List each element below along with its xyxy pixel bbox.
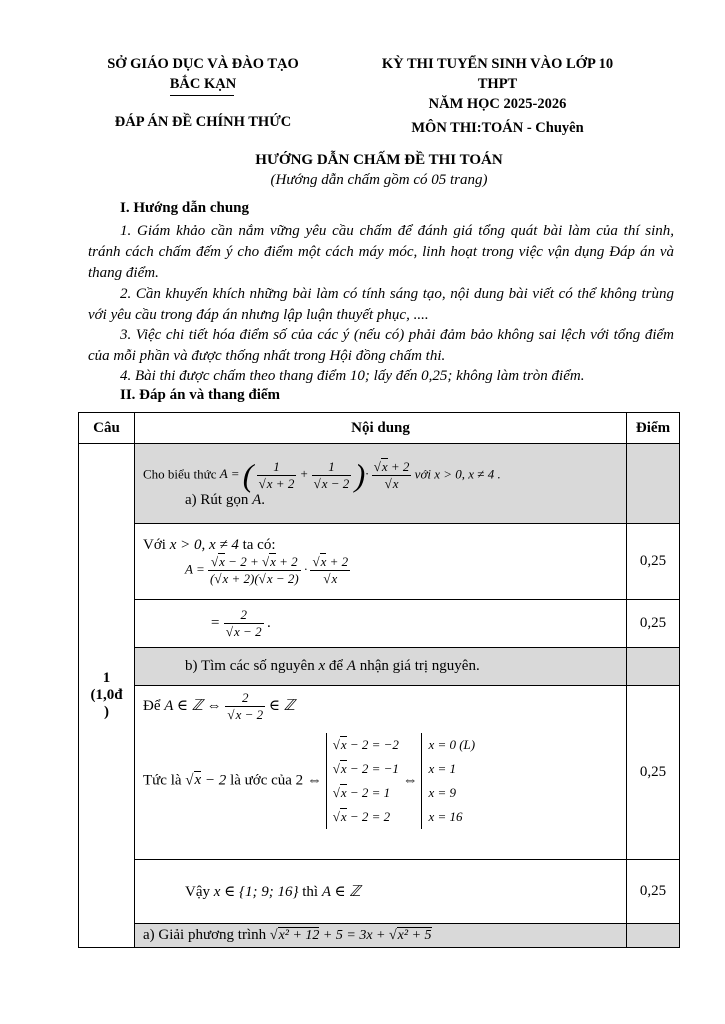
conclusion-tail: thì [302,884,319,900]
col-header-question: Câu [79,413,135,444]
step-condition: x > 0, x ≠ 4 [169,536,239,553]
col-header-content: Nội dung [135,413,627,444]
step-tail: ta có: [242,536,276,553]
province-name: BẮC KẠN [169,76,237,92]
table-row [79,686,680,860]
step-divisor: Để A ∈ ℤ ⇔ $\frac{2}{√x - 2}$ ∈ ℤ Tức là √x − 2 là ước của 2 ⇔ √x − 2 = −2 √x − 2 = −1 √x − 2 = 1 √x − 2 = 2 ⇔ x = 0 (L) x = 1 x = 9 x = 16 [135,686,627,860]
table-header-row [79,413,680,444]
official-answer-label: ĐÁP ÁN ĐỀ CHÍNH THỨC [114,114,292,130]
score-empty [627,648,680,686]
score-cell: 0,25 [627,600,680,648]
header-rule [170,95,234,96]
part-a-label: a) Rút gọn [185,491,249,508]
section-heading-general: I. Hướng dẫn chung [120,200,250,216]
school-year: NĂM HỌC 2025-2026 [428,96,567,112]
step-lead: Với [143,536,166,553]
question-points: (1,0đ [90,687,123,703]
next-question-label: a) Giải phương trình [143,927,267,943]
part-b-mid: để [328,658,344,674]
conclusion-lead: Vậy [185,884,210,900]
step-simplify [135,524,627,600]
divisor-line-tail: là ước của 2 [230,772,304,789]
guideline-2: 2. Cần khuyến khích những bài làm có tính sáng tạo, nội dung bài viết có thể không trùng với yêu cầu trong đáp án nhưng lập luận thuyết phục, .... [88,286,674,323]
case-list-x: x = 0 (L) x = 1 x = 9 x = 16 [421,733,475,829]
exam-header [345,54,650,138]
problem-condition: với x > 0, x ≠ 4 . [414,465,501,481]
part-b-tail: nhận giá trị nguyên. [359,658,480,674]
subject-name: MÔN THI:TOÁN - Chuyên [411,120,584,136]
step-result: = $\frac{2}{√x - 2}$ . [135,600,627,648]
divisor-line: Tức là [143,772,182,789]
table-row [79,860,680,924]
page-subtitle: (Hướng dẫn chấm gồm có 05 trang) [270,172,488,188]
table-row [79,924,680,948]
section-heading-answers: II. Đáp án và thang điểm [120,387,281,403]
problem-intro: Cho biểu thức [143,465,217,481]
guideline-4: 4. Bài thi được chấm theo thang điểm 10; lấy đến 0,25; không làm tròn điểm. [120,368,585,384]
guideline-3: 3. Việc chi tiết hóa điểm số của các ý (nếu có) phải đảm bảo không sai lệch với tổng điểm của mỗi phần và được thống nhất trong Hội đồng chấm thi. [88,327,674,364]
step-conclusion: Vậy x ∈ {1; 9; 16} thì A ∈ ℤ [135,860,627,924]
score-cell: 0,25 [627,860,680,924]
dept-header [78,54,328,94]
table-row [79,600,680,648]
table-row [79,648,680,686]
col-header-score: Điểm [627,413,680,444]
case-list-roots: √x − 2 = −2 √x − 2 = −1 √x − 2 = 1 √x − 2 = 2 [326,733,399,829]
expression-A: A = ( $\frac{1}{√x + 2}$ + $\frac{1}{√x - 2}$ )· $\frac{√x + 2}{√x}$ [219,457,410,493]
problem-statement: Cho biểu thức A = ( $\frac{1}{√x + 2}$ + $\frac{1}{√x - 2}$ )· $\frac{√x + 2}{√x}$ với x > 0, x ≠ 4 . a) Rút gọn A. [135,444,627,524]
divisor-lead: Để [143,697,161,714]
question-points-close: ) [104,704,109,720]
question-number: 1 [102,670,111,686]
score-empty [627,924,680,948]
part-a-var: A [252,491,262,508]
exam-name: KỲ THI TUYỂN SINH VÀO LỚP 10 [381,56,614,72]
part-b-statement: b) Tìm các số nguyên x để A nhận giá trị nguyên. [135,648,627,686]
table-row [79,444,680,524]
table-row [79,524,680,600]
score-cell: 0,25 [627,524,680,600]
step-equation: A = $\frac{√x - 2 + √x + 2}{(√x + 2)(√x - 2)}$ · $\frac{√x + 2}{√x}$ [185,553,349,586]
answer-table [78,412,680,948]
page-title: HƯỚNG DẪN CHẤM ĐỀ THI TOÁN [255,152,503,168]
part-b-label: b) Tìm các số nguyên [185,658,315,674]
dept-name: SỞ GIÁO DỤC VÀ ĐÀO TẠO [107,56,299,72]
guideline-1: 1. Giám khảo cần nắm vững yêu cầu chấm để đánh giá tổng quát bài làm của thí sinh, tránh cách chấm đếm ý cho điểm một cách máy móc, linh hoạt trong việc vận dụng Đáp án và thang điểm. [88,223,674,281]
conclusion-set: x ∈ {1; 9; 16} [213,884,299,900]
question-cell [79,444,135,948]
next-question-statement: a) Giải phương trình √x² + 12 + 5 = 3x + √x² + 5 [135,924,627,948]
score-empty [627,444,680,524]
score-cell: 0,25 [627,686,680,860]
exam-level: THPT [477,76,518,92]
